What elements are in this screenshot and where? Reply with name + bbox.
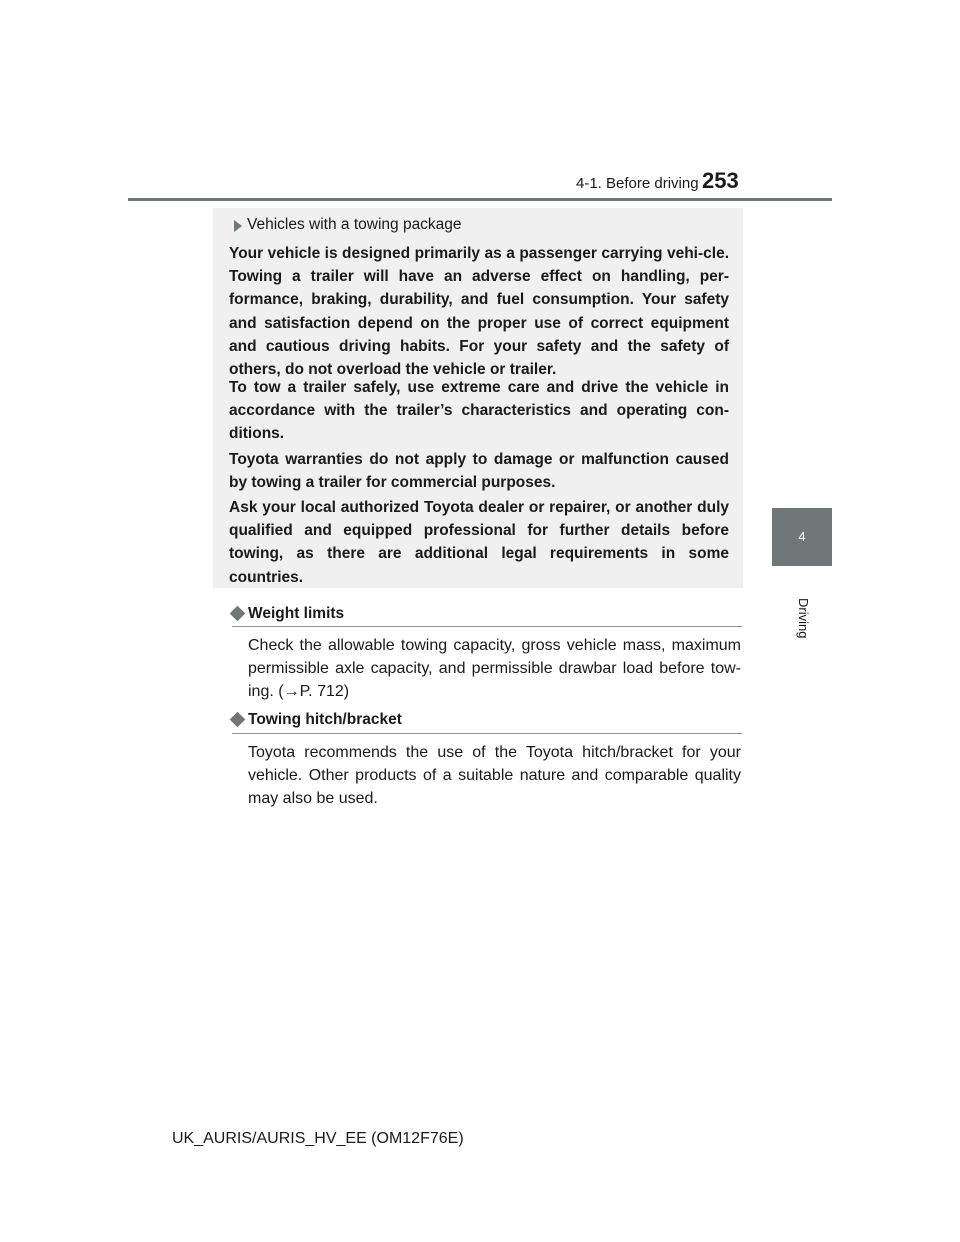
diamond-bullet-icon [230, 712, 246, 728]
header-divider [128, 198, 832, 201]
diamond-bullet-icon [230, 606, 246, 622]
triangle-bullet-icon [234, 220, 242, 232]
section-body-towing-hitch: Toyota recommends the use of the Toyota hitch/bracket for your vehicle. Other products of a suitable nature and comparable quality may also be used. [248, 744, 741, 808]
info-box-paragraph: Toyota warranties do not apply to damage or malfunction caused by towing a trailer for commercial purposes. [229, 451, 729, 492]
section-divider [232, 733, 742, 734]
info-box-paragraph: Your vehicle is designed primarily as a passenger carrying vehi-cle. Towing a trailer will have an adverse effect on handling, per-formance, braking, durability, and fuel consumption. Your safety and satisfaction depend on the proper use of correct equipment and cautious driving habits. For your safety and the safety of others, do not overload the vehicle or trailer. [229, 245, 729, 379]
section-body-weight-limits: Check the allowable towing capacity, gross vehicle mass, maximum permissible axle capacity, and permissible drawbar load before tow-ing. (→P. 712) [248, 637, 741, 701]
section-divider [232, 626, 742, 627]
info-box [213, 208, 743, 588]
header-section-title: 4-1. Before driving [576, 175, 699, 192]
footer-model-code: UK_AURIS/AURIS_HV_EE (OM12F76E) [172, 1130, 464, 1147]
info-box-subheading: Vehicles with a towing package [247, 216, 462, 233]
page-number: 253 [702, 168, 739, 193]
chapter-label: Driving [796, 598, 811, 639]
section-heading-label: Towing hitch/bracket [248, 711, 402, 728]
info-box-paragraph: To tow a trailer safely, use extreme care and drive the vehicle in accordance with the trailer’s characteristics and operating con-ditions. [229, 379, 729, 443]
info-box-paragraph: Ask your local authorized Toyota dealer or repairer, or another duly qualified and equipped professional for further details before towing, as there are additional legal requirements in some countries. [229, 499, 729, 586]
chapter-tab: 4 [772, 508, 832, 566]
section-heading-label: Weight limits [248, 605, 345, 622]
